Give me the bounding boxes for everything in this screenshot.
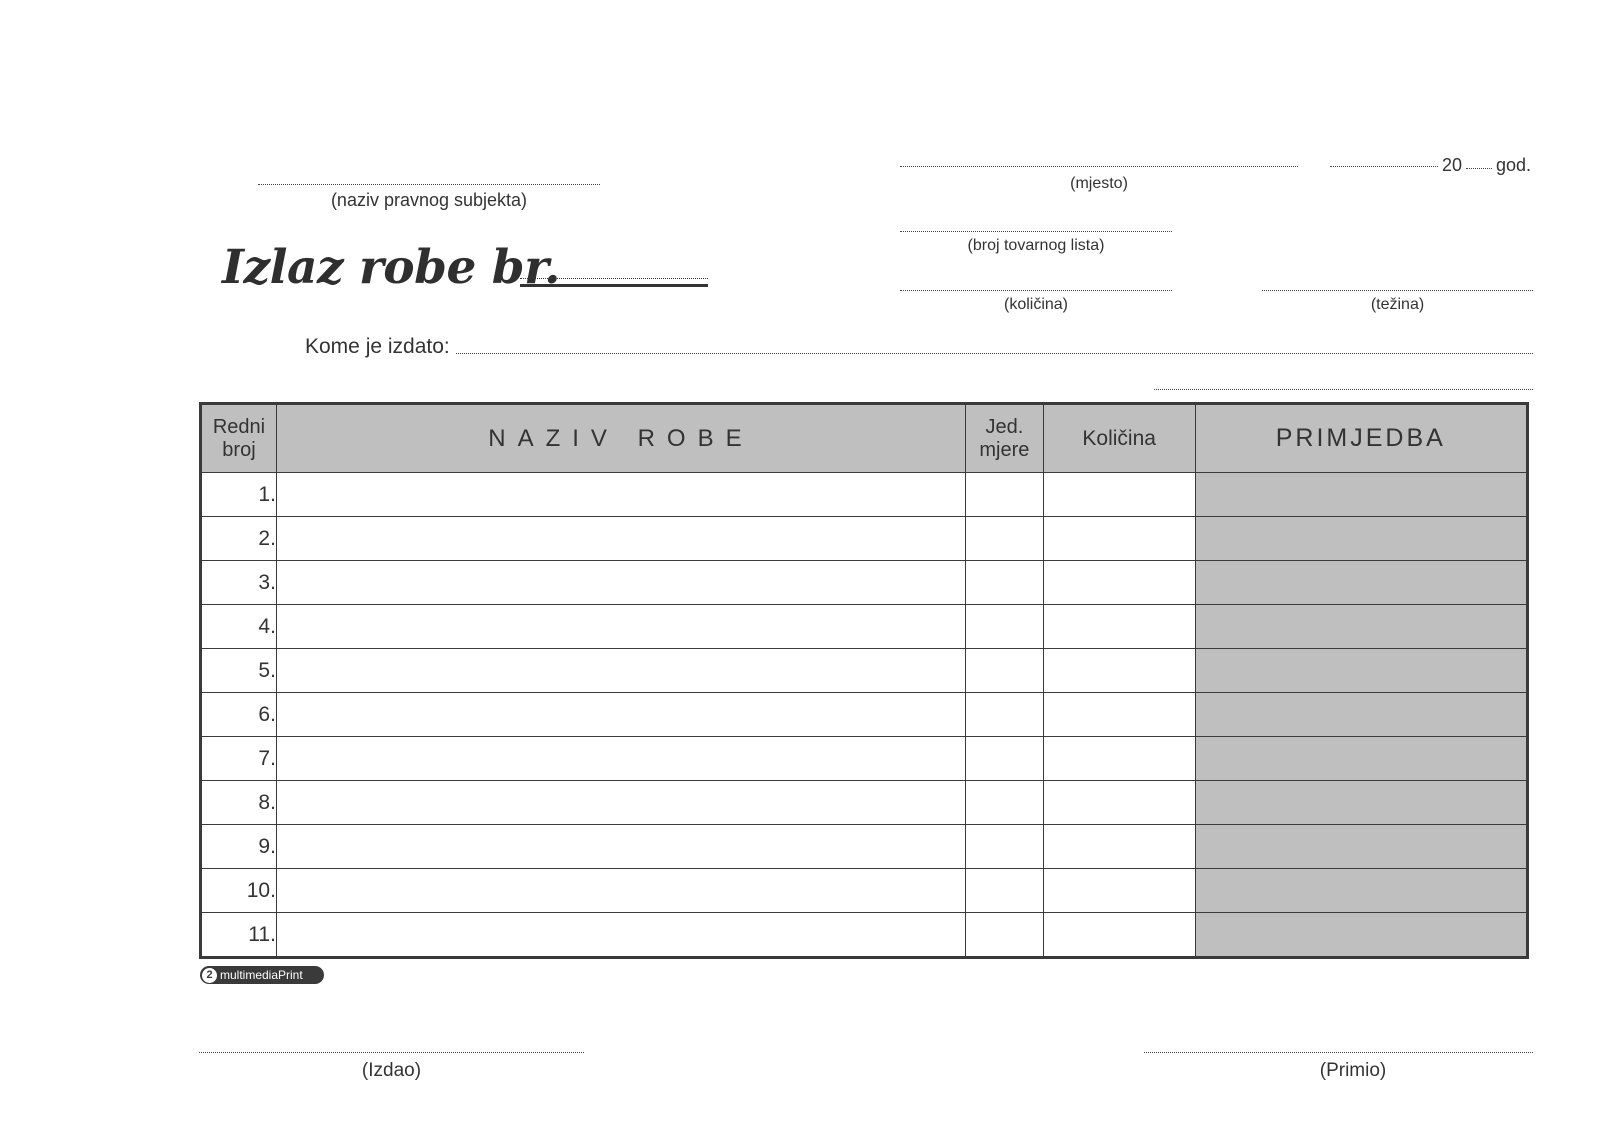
printer-logo-icon: 2 [202,968,217,983]
row-number: 9. [201,825,277,869]
form-title: Izlaz robe br. [222,240,560,295]
goods-name-cell[interactable] [276,913,965,958]
quantity-cell[interactable] [1043,781,1195,825]
remark-cell[interactable] [1195,605,1527,649]
issued-by-line[interactable] [199,1052,584,1053]
printer-logo [200,966,324,984]
table-row [201,649,1528,693]
goods-name-cell[interactable] [276,825,965,869]
col-header-remark: PRIMJEDBA [1195,404,1527,473]
printer-logo-text: multimediaPrint [220,968,303,982]
remark-cell[interactable] [1195,869,1527,913]
col-header-unit-line2: mjere [979,438,1030,461]
recipient-line-1[interactable] [456,353,1533,354]
table-header-row [201,404,1528,473]
unit-cell[interactable] [965,693,1043,737]
unit-cell[interactable] [965,517,1043,561]
remark-cell[interactable] [1195,649,1527,693]
quantity-cell[interactable] [1043,693,1195,737]
quantity-cell[interactable] [1043,913,1195,958]
remark-cell[interactable] [1195,737,1527,781]
unit-cell[interactable] [965,825,1043,869]
table-row [201,737,1528,781]
date-suffix: god. [1496,155,1532,175]
col-header-row-number-line1: Redni [212,415,266,438]
row-number: 10. [201,869,277,913]
remark-cell[interactable] [1195,473,1527,517]
table-row [201,693,1528,737]
remark-cell[interactable] [1195,517,1527,561]
remark-cell[interactable] [1195,781,1527,825]
place-line[interactable] [900,166,1298,167]
quantity-cell[interactable] [1043,561,1195,605]
unit-cell[interactable] [965,737,1043,781]
waybill-number-line[interactable] [900,231,1172,232]
received-by-caption: (Primio) [1319,1060,1387,1081]
col-header-row-number-line2: broj [222,438,256,461]
table-row [201,561,1528,605]
weight-caption: (težina) [1370,296,1425,313]
place-caption: (mjesto) [1070,175,1128,192]
row-number: 5. [201,649,277,693]
quantity-cell[interactable] [1043,869,1195,913]
row-number: 3. [201,561,277,605]
quantity-cell[interactable] [1043,649,1195,693]
goods-name-cell[interactable] [276,517,965,561]
row-number: 11. [201,913,277,958]
unit-cell[interactable] [965,913,1043,958]
unit-cell[interactable] [965,473,1043,517]
date-year-line[interactable] [1466,168,1492,169]
unit-cell[interactable] [965,561,1043,605]
goods-name-cell[interactable] [276,693,965,737]
col-header-goods-name: NAZIV ROBE [276,404,965,473]
table-row [201,913,1528,958]
quantity-line[interactable] [900,290,1172,291]
date-day-month-line[interactable] [1330,166,1438,167]
row-number: 1. [201,473,277,517]
unit-cell[interactable] [965,605,1043,649]
goods-table [199,402,1529,959]
row-number: 7. [201,737,277,781]
issued-by-caption: (Izdao) [361,1060,422,1081]
form-number-dotted-line[interactable] [520,278,708,279]
goods-name-cell[interactable] [276,781,965,825]
table-row [201,825,1528,869]
remark-cell[interactable] [1195,913,1527,958]
row-number: 8. [201,781,277,825]
col-header-unit [965,404,1043,473]
remark-cell[interactable] [1195,561,1527,605]
weight-line[interactable] [1262,290,1533,291]
remark-cell[interactable] [1195,693,1527,737]
remark-cell[interactable] [1195,825,1527,869]
recipient-line-2[interactable] [1154,389,1533,390]
table-row [201,605,1528,649]
received-by-line[interactable] [1144,1052,1533,1053]
table-row [201,869,1528,913]
goods-name-cell[interactable] [276,869,965,913]
table-row [201,473,1528,517]
table-row [201,517,1528,561]
unit-cell[interactable] [965,781,1043,825]
row-number: 4. [201,605,277,649]
quantity-cell[interactable] [1043,473,1195,517]
date-year-prefix: 20 [1442,155,1463,175]
quantity-cell[interactable] [1043,517,1195,561]
goods-name-cell[interactable] [276,605,965,649]
goods-name-cell[interactable] [276,649,965,693]
goods-name-cell[interactable] [276,473,965,517]
quantity-cell[interactable] [1043,825,1195,869]
waybill-number-caption: (broj tovarnog lista) [967,237,1105,254]
col-header-unit-line1: Jed. [985,415,1024,438]
col-header-quantity: Količina [1043,404,1195,473]
quantity-caption: (količina) [1003,296,1068,313]
quantity-cell[interactable] [1043,605,1195,649]
entity-name-caption: (naziv pravnog subjekta) [330,190,528,210]
form-number-solid-line [520,284,708,287]
col-header-row-number [201,404,277,473]
row-number: 2. [201,517,277,561]
entity-name-line[interactable] [258,184,600,185]
goods-name-cell[interactable] [276,737,965,781]
goods-name-cell[interactable] [276,561,965,605]
table-row [201,781,1528,825]
row-number: 6. [201,693,277,737]
recipient-label: Kome je izdato: [305,335,450,358]
quantity-cell[interactable] [1043,737,1195,781]
unit-cell[interactable] [965,869,1043,913]
unit-cell[interactable] [965,649,1043,693]
